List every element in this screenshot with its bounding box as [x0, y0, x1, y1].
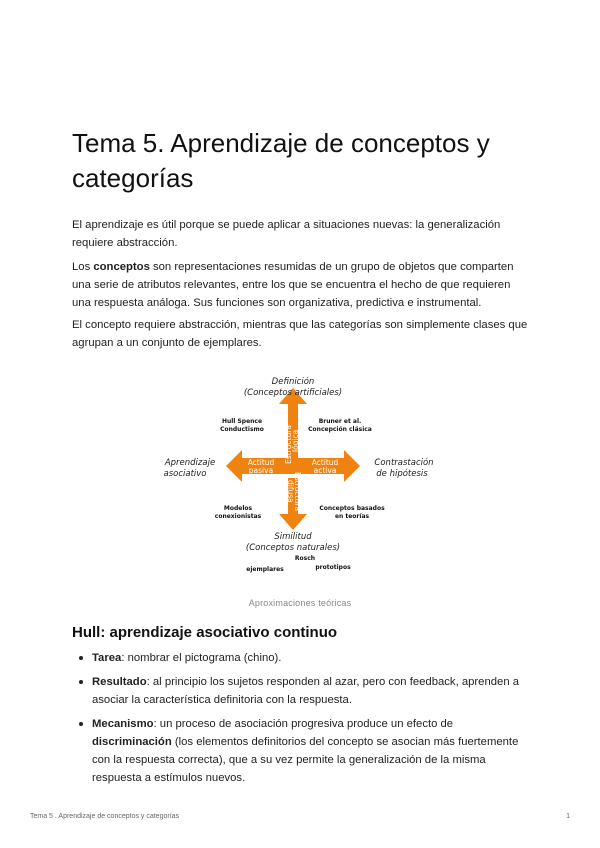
arrow-right-label-2: activa	[313, 466, 337, 475]
section-title: Hull: aprendizaje asociativo continuo	[72, 624, 338, 641]
abstraction-paragraph: El concepto requiere abstracción, mientras que las categorías son simplemente clases que agrupan a un conjunto de ejemplares.	[72, 319, 528, 349]
left-label-2: asociativo	[163, 469, 207, 479]
prototipos-label: prototipos	[315, 564, 351, 571]
list-item	[72, 649, 532, 667]
arrow-left-label-2: pasiva	[248, 466, 274, 475]
bullet-term-inline: discriminación	[92, 736, 172, 748]
bottom-label-1: Similitud	[274, 532, 312, 542]
ejemplares-label: ejemplares	[246, 566, 284, 573]
bullet-text: : al principio los sujetos responden al azar, pero con feedback, aprenden a asociar la característica definitoria con la respuesta.	[92, 676, 520, 706]
quadrant-tr-line-1: Bruner et al.	[318, 418, 362, 425]
quadrant-tl-line-2: Conductismo	[220, 426, 264, 433]
page-number: 1	[566, 813, 570, 820]
bullet-term: Tarea	[92, 652, 122, 664]
quadrant-tr-line-2: Concepción clásica	[308, 426, 372, 433]
rosch-label: Rosch	[294, 555, 316, 562]
quadrant-br-line-2: en teorías	[334, 513, 370, 520]
quadrant-bl-line-2: conexionistas	[214, 513, 262, 520]
arrow-up-label-1: Estructura	[284, 425, 293, 464]
right-label-1: Contrastación	[374, 458, 434, 468]
page-title: Tema 5. Aprendizaje de conceptos y categorías	[72, 128, 490, 193]
approaches-diagram	[150, 366, 450, 586]
footer-title: Tema 5 . Aprendizaje de conceptos y categorías	[30, 813, 180, 820]
bullet-text-continued: (los elementos definitorios del concepto se asocian más fuertemente con la respuesta correcta), que a su vez permite la generalización de la misma respuesta a estímulos nuevos.	[92, 736, 519, 784]
concepts-paragraph	[72, 258, 532, 312]
intro-paragraph: El aprendizaje es útil porque se puede aplicar a situaciones nuevas: la generalización requiere abstracción.	[72, 219, 501, 249]
quadrant-bl-line-1: Modelos	[223, 505, 253, 512]
arrow-right-label-1: Actitud	[311, 458, 339, 467]
arrow-down-label-2: difusa	[286, 480, 295, 503]
left-label-1: Aprendizaje	[164, 458, 216, 468]
concepts-bold: conceptos	[93, 261, 150, 273]
arrow-up-label-2: lógica	[291, 429, 300, 452]
bullet-list	[72, 649, 532, 793]
list-item	[72, 673, 532, 709]
arrow-down-label-1: Estructura	[293, 472, 302, 511]
bullet-term: Resultado	[92, 676, 147, 688]
figure-caption: Aproximaciones teóricas	[248, 598, 352, 608]
right-label-2: de hipótesis	[376, 469, 428, 479]
top-label-1: Definición	[271, 377, 315, 387]
arrow-left-label-1: Actitud	[247, 458, 275, 467]
list-item	[72, 715, 532, 787]
bullet-term: Mecanismo	[92, 718, 154, 730]
concepts-post: son representaciones resumidas de un grupo de objetos que comparten una serie de atributos relevantes, entre los que se encuentra el hecho de que requieren una respuesta análoga. Sus funciones son organizativa, predictiva e instrumental.	[72, 261, 514, 309]
bottom-label-2: (Conceptos naturales)	[245, 543, 341, 553]
quadrant-tl-line-1: Hull Spence	[221, 418, 263, 425]
concepts-pre: Los	[72, 261, 94, 273]
top-label-2: (Conceptos artificiales)	[243, 388, 343, 398]
quadrant-br-line-1: Conceptos basados	[319, 505, 385, 512]
bullet-text: : un proceso de asociación progresiva produce un efecto de	[153, 718, 454, 730]
bullet-text: : nombrar el pictograma (chino).	[121, 652, 282, 664]
